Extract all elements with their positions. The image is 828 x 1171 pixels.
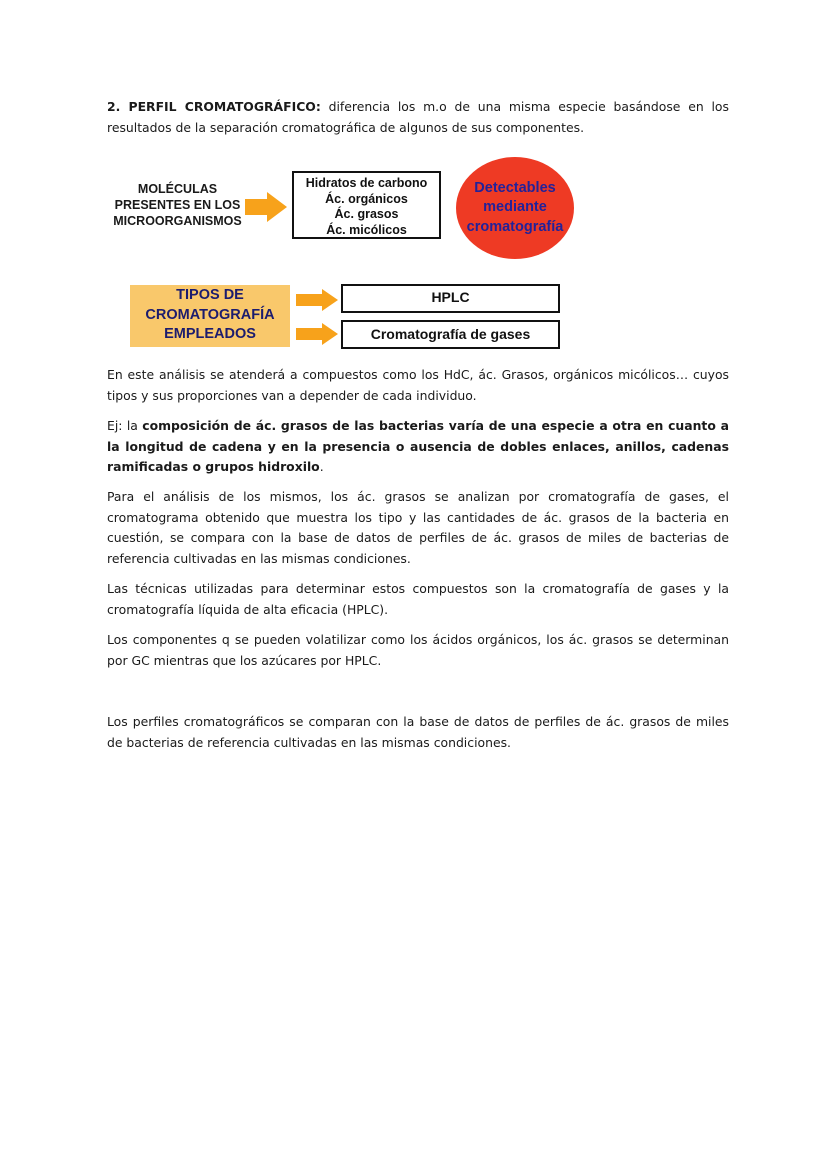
components-box	[292, 171, 441, 239]
paragraph-4: Las técnicas utilizadas para determinar estos compuestos son la cromatografía de gases y la cromatografía líquida de alta eficacia (HPLC).	[107, 581, 729, 617]
detectable-ellipse: Detectables mediante cromatografía	[456, 157, 574, 259]
paragraph-2-bold: composición de ác. grasos de las bacterias varía de una especie a otra en cuanto a la longitud de cadena y en la presencia o ausencia de dobles enlaces, anillos, cadenas ramificadas o grupos hidroxilo	[107, 418, 729, 474]
types-label: TIPOS DE CROMATOGRAFÍA EMPLEADOS	[130, 285, 290, 347]
arrow-hplc-icon	[296, 289, 338, 311]
paragraph-1: En este análisis se atenderá a compuestos como los HdC, ác. Grasos, orgánicos micólicos… cuyos tipos y sus proporciones van a depender de cada individuo.	[107, 367, 729, 403]
intro-text: diferencia los m.o de una misma especie basándose en los resultados de la separación cromatográfica de algunos de sus componentes.	[107, 99, 729, 135]
section-heading: 2. PERFIL CROMATOGRÁFICO:	[107, 99, 321, 114]
intro-paragraph	[107, 97, 729, 138]
gas-chromatography-box: Cromatografía de gases	[341, 320, 560, 349]
paragraph-3: Para el análisis de los mismos, los ác. grasos se analizan por cromatografía de gases, el cromatograma obtenido que muestra los tipo y las cantidades de ác. grasos de la bacteria en cuestión, se compara con la base de datos de perfiles de ác. grasos de miles de bacterias de referencia cultivadas en las mismas condiciones.	[107, 489, 729, 566]
component-item: Ác. grasos	[334, 207, 399, 221]
paragraph-2: Ej: la composición de ác. grasos de las bacterias varía de una especie a otra en cuanto a la longitud de cadena y en la presencia o ausencia de dobles enlaces, anillos, cadenas ramificadas o grupos hidroxilo.	[107, 418, 729, 474]
hplc-box: HPLC	[341, 284, 560, 313]
component-item: Ác. orgánicos	[325, 191, 408, 206]
paragraph-6: Los perfiles cromatográficos se comparan con la base de datos de perfiles de ác. grasos de miles de bacterias de referencia cultivadas en las mismas condiciones.	[107, 714, 729, 750]
paragraph-5: Los componentes q se pueden volatilizar como los ácidos orgánicos, los ác. grasos se determinan por GC mientras que los azúcares por HPLC.	[107, 632, 729, 668]
arrow-gc-icon	[296, 323, 338, 345]
component-item: Ác. micólicos	[326, 222, 407, 237]
molecules-label: MOLÉCULAS PRESENTES EN LOS MICROORGANISMOS	[113, 182, 242, 228]
component-item: Hidratos de carbono	[305, 176, 428, 190]
arrow-molecules-icon	[245, 192, 287, 222]
